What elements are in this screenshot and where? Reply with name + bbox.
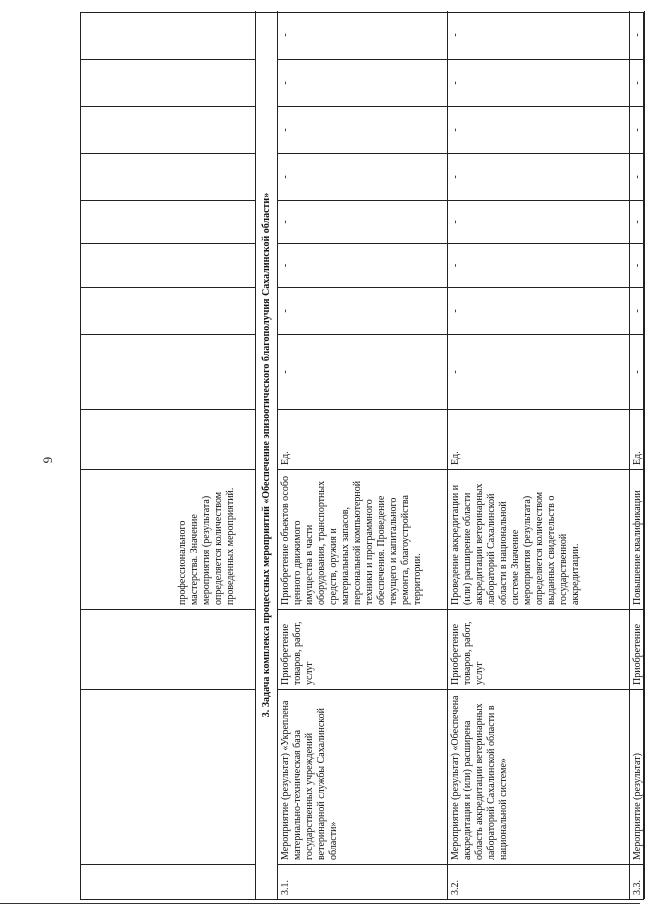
row-description: Повышение квалификации xyxy=(630,469,645,609)
page-number: 6 xyxy=(40,456,56,464)
row-value: - xyxy=(630,200,645,243)
row-num: 3.3. xyxy=(630,864,645,899)
row-unit: Ед. xyxy=(630,409,645,469)
row-description: Проведение аккредитации и (или) расширение области аккредитации ветеринарных лабораторий Сахалинской области в национальной системе Значение мероприятия (результата) определяется количеством выданных свидетельств о государственной аккредитации. xyxy=(448,469,630,609)
row-value: - xyxy=(448,106,630,153)
row-type: Приобретение товаров, работ, услуг xyxy=(278,609,448,689)
row-value: - xyxy=(630,334,645,409)
row-type: Приобретение xyxy=(630,609,645,689)
row-value: - xyxy=(630,287,645,334)
row-value: - xyxy=(630,11,645,59)
top-val-cell xyxy=(81,287,256,334)
row-value: - xyxy=(630,243,645,287)
row-value: - xyxy=(448,287,630,334)
top-val-cell xyxy=(81,243,256,287)
top-name-cell xyxy=(81,689,256,864)
row-value: - xyxy=(448,334,630,409)
top-val-cell xyxy=(81,153,256,200)
row-value: - xyxy=(278,59,448,106)
row-num: 3.1. xyxy=(278,864,448,899)
top-num-cell xyxy=(81,864,256,899)
top-val-cell xyxy=(81,59,256,106)
row-type: Приобретение товаров, работ, услуг xyxy=(448,609,630,689)
top-type-cell xyxy=(81,609,256,689)
row-name: Мероприятие (результат) xyxy=(630,689,645,864)
row-value: - xyxy=(630,106,645,153)
row-value: - xyxy=(278,243,448,287)
row-value: - xyxy=(278,287,448,334)
row-name: Мероприятие (результат) «Обеспечена аккредитация и (или) расширена область аккредитации ветеринарных лабораторий Сахалинской области в национальной системе» xyxy=(448,689,630,864)
page-bottom-rule xyxy=(0,903,640,904)
row-value: - xyxy=(448,59,630,106)
row-value: - xyxy=(278,11,448,59)
rotated-table-sheet xyxy=(80,12,644,900)
row-description: Приобретение объектов особо ценного движимого имущества в части оборудования, транспортных средств, оружия и материальных запасов, персональной компьютерной техники и программного обеспечения. Проведение текущего и капитального ремонта, благоустройства территории. xyxy=(278,469,448,609)
row-value: - xyxy=(448,153,630,200)
row-value: - xyxy=(448,243,630,287)
row-name: Мероприятие (результат) «Укреплена материально-техническая база государственных учреждений ветеринарной службы Сахалинской области» xyxy=(278,689,448,864)
row-value: - xyxy=(448,11,630,59)
top-description-cell: профессионального мастерства. Значение мероприятия (результата) определяется количеством проведенных мероприятий. xyxy=(81,469,256,609)
row-unit: Ед. xyxy=(278,409,448,469)
top-unit-cell xyxy=(81,409,256,469)
row-value: - xyxy=(630,59,645,106)
section-header: 3. Задача комплекса процессных мероприятий «Обеспечение эпизоотического благополучия Сахалинской области» xyxy=(256,11,278,899)
top-val-cell xyxy=(81,334,256,409)
row-value: - xyxy=(278,334,448,409)
row-unit: Ед. xyxy=(448,409,630,469)
top-val-cell xyxy=(81,106,256,153)
row-value: - xyxy=(278,153,448,200)
top-val-cell xyxy=(81,200,256,243)
row-value: - xyxy=(278,200,448,243)
row-num: 3.2. xyxy=(448,864,630,899)
row-value: - xyxy=(448,200,630,243)
row-value: - xyxy=(278,106,448,153)
top-val-cell xyxy=(81,11,256,59)
row-value: - xyxy=(630,153,645,200)
table xyxy=(80,12,644,900)
